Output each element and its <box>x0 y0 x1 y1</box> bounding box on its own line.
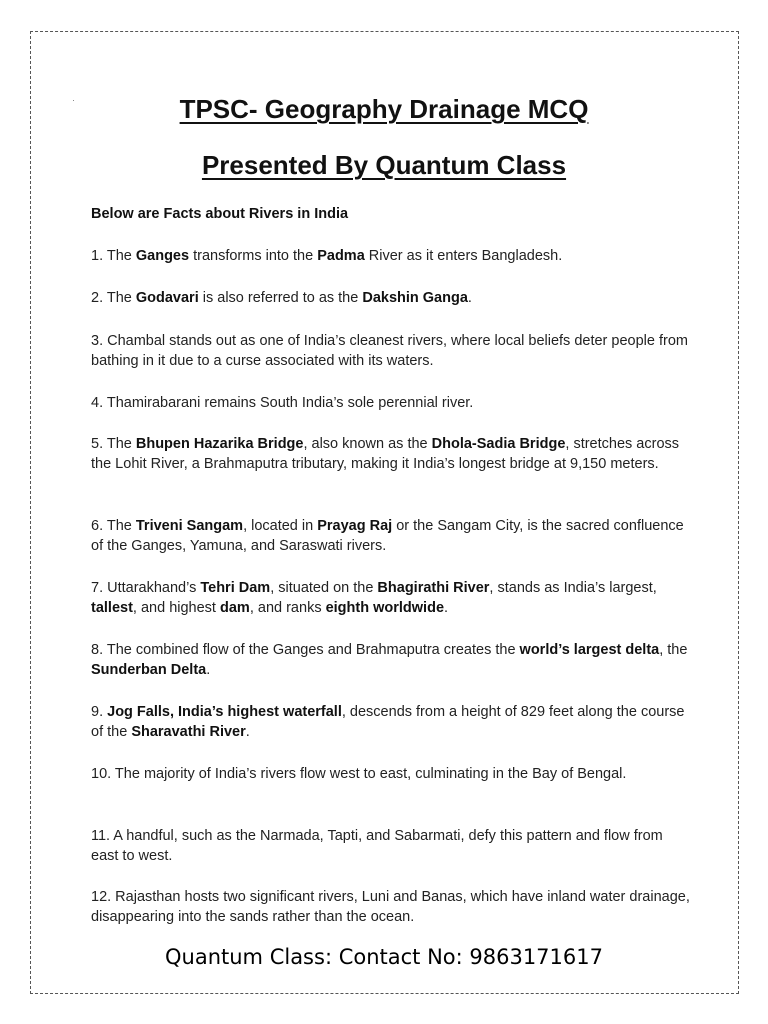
fact-text: transforms into the <box>189 248 318 264</box>
fact-emphasis: world’s largest delta <box>519 642 660 658</box>
fact-text: 11. A handful, such as the Narmada, Tapti, and Sabarmati, defy this pattern and flow from east to west. <box>91 828 663 864</box>
fact-text: , and highest <box>132 600 220 616</box>
fact-item <box>91 826 691 866</box>
fact-emphasis: Tehri Dam <box>200 580 271 596</box>
facts-heading: Below are Facts about Rivers in India <box>91 206 349 222</box>
fact-item <box>91 578 691 618</box>
fact-emphasis: Dhola-Sadia Bridge <box>431 436 566 452</box>
fact-item <box>91 516 691 556</box>
fact-emphasis: Jog Falls, India’s highest waterfall <box>107 704 342 720</box>
fact-item <box>91 393 691 413</box>
fact-text: . <box>467 290 472 306</box>
fact-text: 2. The <box>91 290 136 306</box>
fact-item <box>91 702 691 742</box>
fact-text: 5. The <box>91 436 136 452</box>
fact-text: 6. The <box>91 518 136 534</box>
fact-text: River as it enters Bangladesh. <box>364 248 563 264</box>
fact-emphasis: Bhupen Hazarika Bridge <box>135 436 304 452</box>
fact-emphasis: dam <box>220 600 250 616</box>
fact-item <box>91 764 691 784</box>
fact-emphasis: Sharavathi River <box>131 724 246 740</box>
fact-emphasis: Padma <box>317 248 365 264</box>
fact-text: . <box>245 724 250 740</box>
fact-item <box>91 331 691 371</box>
fact-text: 1. The <box>91 248 136 264</box>
fact-emphasis: Dakshin Ganga <box>362 290 468 306</box>
fact-text: , the <box>659 642 688 658</box>
fact-item <box>91 640 691 680</box>
fact-item <box>91 246 691 266</box>
fact-text: 9. <box>91 704 108 720</box>
fact-emphasis: Godavari <box>135 290 199 306</box>
fact-text: is also referred to as the <box>198 290 363 306</box>
fact-text: , stretches across the Lohit River, a Brahmaputra tributary, making it India’s longest bridge at 9,150 meters. <box>91 436 680 472</box>
fact-emphasis: Triveni Sangam <box>135 518 244 534</box>
fact-emphasis: Bhagirathi River <box>377 580 490 596</box>
fact-item <box>91 434 691 474</box>
fact-text: 7. Uttarakhand’s <box>91 580 201 596</box>
fact-item <box>91 288 691 308</box>
fact-text: 8. The combined flow of the Ganges and Brahmaputra creates the <box>91 642 520 658</box>
fact-emphasis: Prayag Raj <box>317 518 393 534</box>
fact-text: , situated on the <box>270 580 378 596</box>
fact-item <box>91 887 691 927</box>
fact-text: , stands as India’s largest, <box>489 580 657 596</box>
fact-text: , located in <box>243 518 318 534</box>
fact-text: or the Sangam City, is the sacred confluence of the Ganges, Yamuna, and Saraswati rivers. <box>91 518 684 554</box>
fact-text: 4. Thamirabarani remains South India’s sole perennial river. <box>91 395 474 411</box>
document-subtitle: Presented By Quantum Class <box>201 150 567 180</box>
fact-text: 10. The majority of India’s rivers flow west to east, culminating in the Bay of Bengal. <box>91 766 627 782</box>
fact-text: 12. Rajasthan hosts two significant rivers, Luni and Banas, which have inland water drainage, disappearing into the sands rather than the ocean. <box>91 889 690 925</box>
fact-text: , also known as the <box>303 436 432 452</box>
document-title: TPSC- Geography Drainage MCQ <box>179 94 589 124</box>
contact-footer: Quantum Class: Contact No: 9863171617 <box>165 945 603 969</box>
fact-text: . <box>206 662 211 678</box>
fact-text: , and ranks <box>249 600 326 616</box>
fact-emphasis: tallest <box>91 600 133 616</box>
fact-text: 3. Chambal stands out as one of India’s cleanest rivers, where local beliefs deter people from bathing in it due to a curse associated with its waters. <box>91 333 688 369</box>
fact-emphasis: eighth worldwide <box>325 600 445 616</box>
fact-emphasis: Sunderban Delta <box>91 662 207 678</box>
fact-text: . <box>444 600 449 616</box>
fact-text: , descends from a height of 829 feet along the course of the <box>91 704 685 740</box>
fact-emphasis: Ganges <box>135 248 190 264</box>
